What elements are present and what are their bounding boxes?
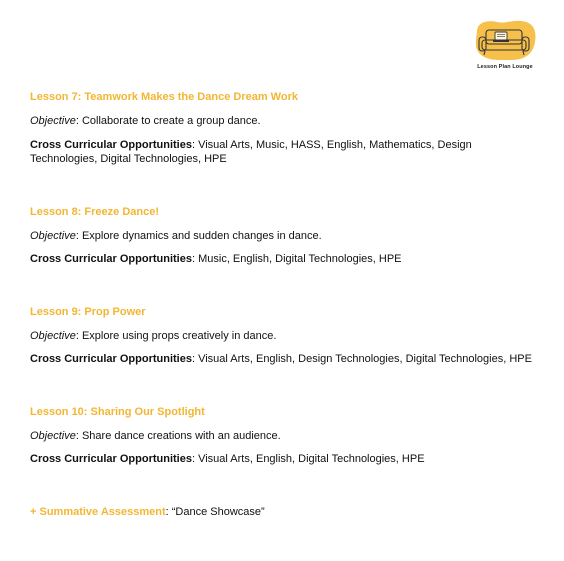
objective <box>30 329 535 344</box>
lesson-list <box>30 90 535 519</box>
lesson-8 <box>30 205 535 267</box>
lesson-title: Lesson 9: Prop Power <box>30 305 146 318</box>
summative-text: : “Dance Showcase” <box>165 505 265 518</box>
objective-label: Objective <box>30 429 76 442</box>
lesson-9 <box>30 305 535 367</box>
lesson-7 <box>30 90 535 167</box>
summative-assessment <box>30 505 535 519</box>
lesson-title: Lesson 7: Teamwork Makes the Dance Dream Work <box>30 91 298 103</box>
cross-curricular <box>30 452 535 467</box>
lesson-10 <box>30 405 535 467</box>
cross-curricular-text: : Music, English, Digital Technologies, HPE <box>191 253 402 265</box>
objective-text: : Explore dynamics and sudden changes in dance. <box>75 229 322 242</box>
summative-label: + Summative Assessment <box>30 505 166 518</box>
objective <box>30 429 535 444</box>
objective <box>30 229 535 244</box>
sofa-with-laptop-icon <box>471 18 539 64</box>
lesson-title: Lesson 8: Freeze Dance! <box>30 205 159 218</box>
cross-curricular <box>30 352 535 367</box>
cross-curricular-label: Cross Curricular Opportunities <box>30 353 192 365</box>
cross-curricular <box>30 138 535 167</box>
cross-curricular-text: : Visual Arts, English, Digital Technologies, HPE <box>191 453 425 465</box>
logo-caption: Lesson Plan Lounge <box>477 64 533 70</box>
cross-curricular <box>30 252 535 267</box>
lesson-plan-lounge-logo <box>471 18 539 72</box>
cross-curricular-label: Cross Curricular Opportunities <box>30 453 192 465</box>
objective-label: Objective <box>30 329 76 342</box>
objective <box>30 114 535 129</box>
lesson-title: Lesson 10: Sharing Our Spotlight <box>30 405 205 418</box>
objective-text: : Explore using props creatively in dance. <box>75 329 277 342</box>
cross-curricular-label: Cross Curricular Opportunities <box>30 138 192 151</box>
objective-text: : Collaborate to create a group dance. <box>75 115 261 127</box>
objective-label: Objective <box>30 115 76 127</box>
objective-text: : Share dance creations with an audience. <box>75 429 281 442</box>
cross-curricular-text: : Visual Arts, English, Design Technologies, Digital Technologies, HPE <box>191 353 532 365</box>
cross-curricular-label: Cross Curricular Opportunities <box>30 253 192 265</box>
objective-label: Objective <box>30 229 76 242</box>
cross-curricular-text: : Visual Arts, Music, HASS, English, Mathematics, Design Technologies, Digital Technologies, HPE <box>30 138 472 165</box>
